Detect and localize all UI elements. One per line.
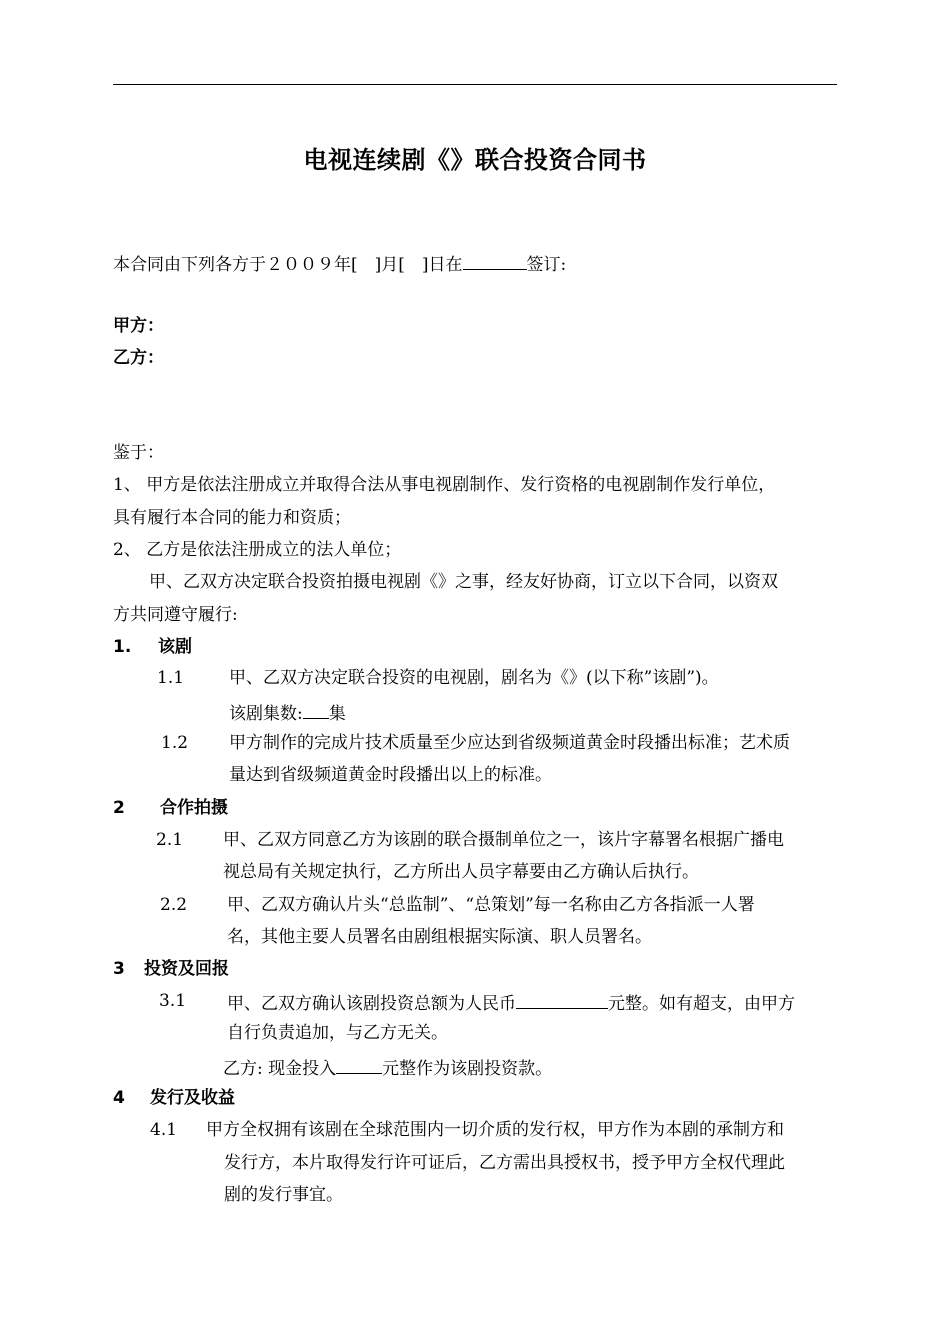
clause-1-2-line2: 量达到省级频道黄金时段播出以上的标准。 [229,765,552,785]
intro-line [113,252,566,275]
section-3-number: 3 [113,959,125,979]
clause-1-1-number: 1.1 [157,668,185,688]
party-b-investment-suffix: 元整作为该剧投资款。 [382,1059,553,1079]
section-3-title: 投资及回报 [144,959,229,979]
clause-3-1-suffix: 元整。如有超支，由甲方 [608,994,795,1014]
intro-suffix: 签订: [526,255,567,275]
whereas-label: 鉴于： [113,443,164,463]
episode-count-blank [303,701,329,719]
clause-3-1-party-b-line [223,1056,552,1079]
episode-count-prefix: 该剧集数: [229,704,303,724]
clause-3-1-prefix: 甲、乙双方确认该剧投资总额为人民币 [227,994,516,1014]
clause-1-2-number: 1.2 [161,733,189,753]
section-2-number: 2 [113,798,125,818]
recital-1-line1: 1、 甲方是依法注册成立并取得合法从事电视剧制作、发行资格的电视剧制作发行单位， [113,475,776,495]
investment-total-blank [516,991,608,1009]
recital-1-line2: 具有履行本合同的能力和资质； [113,508,351,528]
agreement-line1: 甲、乙双方决定联合投资拍摄电视剧《》之事，经友好协商，订立以下合同，以资双 [149,572,778,592]
agreement-line2: 方共同遵守履行: [113,605,238,625]
clause-4-1-number: 4.1 [150,1120,178,1140]
recital-2: 2、 乙方是依法注册成立的法人单位； [113,540,402,560]
party-b-label: 乙方： [113,348,164,368]
page-title: 电视连续剧《》联合投资合同书 [303,146,647,174]
clause-2-2-line2: 名，其他主要人员署名由剧组根据实际演、职人员署名。 [227,927,652,947]
clause-1-1-text: 甲、乙双方决定联合投资的电视剧，剧名为《》(以下称”该剧”)。 [229,668,719,688]
party-a-label: 甲方： [113,316,164,336]
clause-2-1-line1: 甲、乙双方同意乙方为该剧的联合摄制单位之一，该片字幕署名根据广播电 [223,830,784,850]
party-b-investment-prefix: 乙方: 现金投入 [223,1059,337,1079]
clause-2-2-number: 2.2 [160,895,188,915]
intro-prefix: 本合同由下列各方于２００９年[ ]月[ ]日在 [113,255,463,275]
clause-3-1-line2: 自行负责追加，与乙方无关。 [227,1023,448,1043]
clause-4-1-line3: 剧的发行事宜。 [224,1185,343,1205]
clause-2-2-line1: 甲、乙双方确认片头“总监制”、“总策划”每一名称由乙方各指派一人署 [227,895,755,915]
clause-4-1-line2: 发行方，本片取得发行许可证后，乙方需出具授权书，授予甲方全权代理此 [224,1153,785,1173]
clause-3-1-line1 [227,991,795,1014]
section-4-number: 4 [113,1088,125,1108]
clause-2-1-number: 2.1 [156,830,184,850]
party-b-investment-blank [336,1056,382,1074]
episode-count-line [229,701,346,724]
header-rule [113,84,837,85]
section-2-title: 合作拍摄 [160,798,228,818]
clause-1-2-line1: 甲方制作的完成片技术质量至少应达到省级频道黄金时段播出标准；艺术质 [229,733,790,753]
section-1-number: 1. [113,637,132,657]
clause-2-1-line2: 视总局有关规定执行，乙方所出人员字幕要由乙方确认后执行。 [223,862,699,882]
place-blank [463,252,527,270]
clause-3-1-number: 3.1 [159,991,187,1011]
episode-count-suffix: 集 [328,704,346,724]
section-4-title: 发行及收益 [150,1088,235,1108]
clause-4-1-line1: 甲方全权拥有该剧在全球范围内一切介质的发行权，甲方作为本剧的承制方和 [206,1120,784,1140]
section-1-title: 该剧 [158,637,192,657]
